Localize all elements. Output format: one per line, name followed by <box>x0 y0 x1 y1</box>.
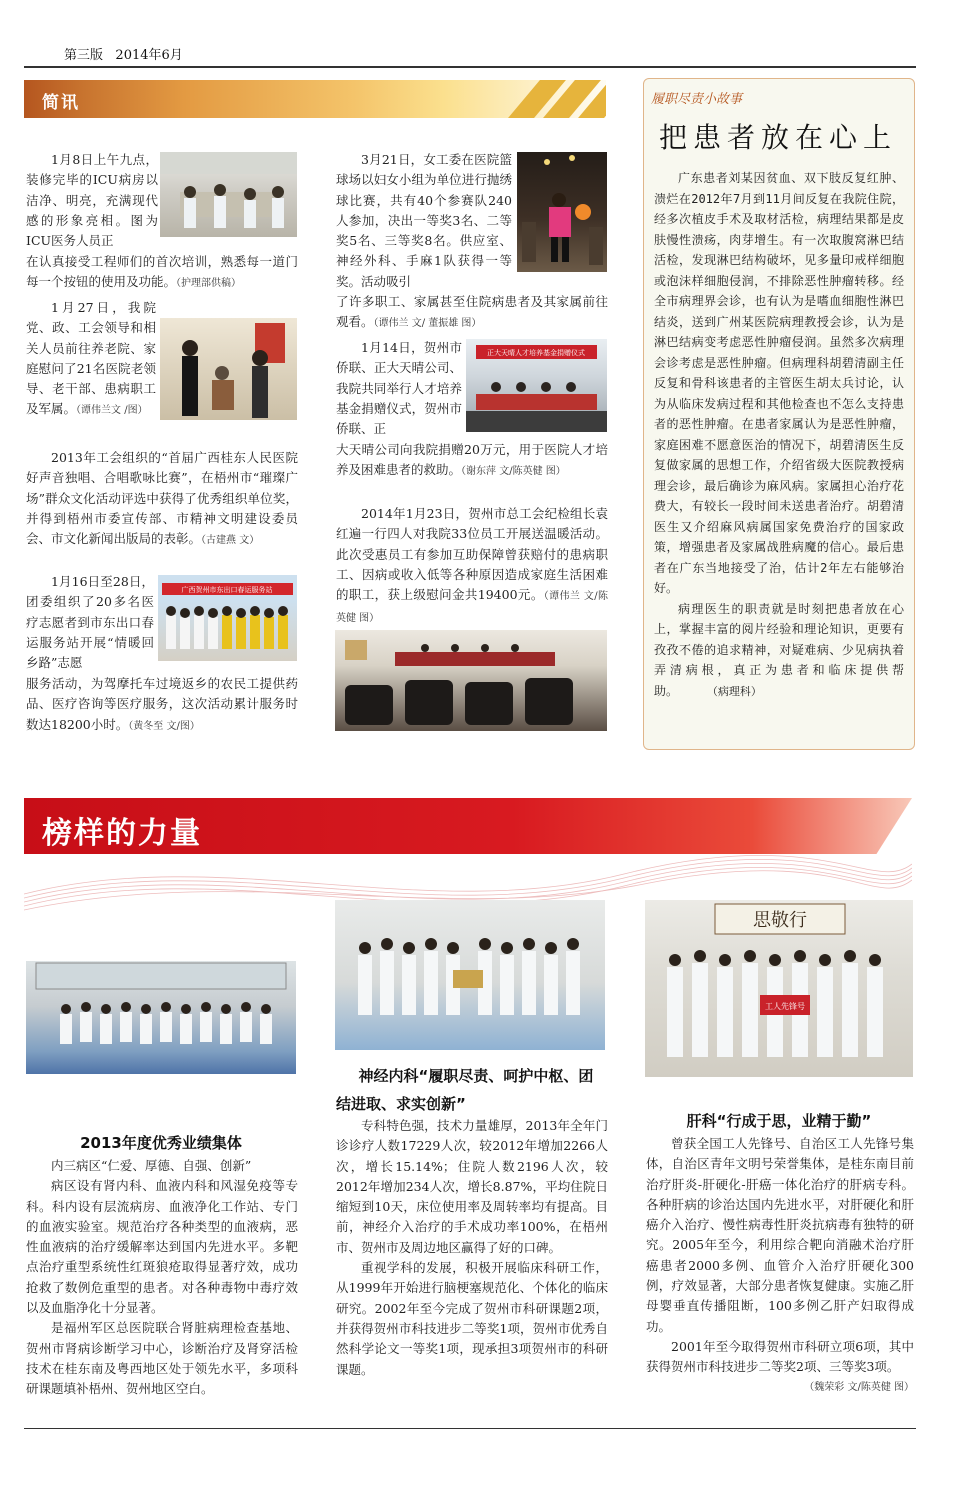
neurology-team-photo <box>335 900 605 1050</box>
col3-paragraph-1: 曾获全国工人先锋号、自治区工人先锋号集体，自治区青年文明号荣誉集体，是桂东南目前治疗肝炎-肝硬化-肝癌一体化治疗的肝病专科。各种肝病的诊治达国内先进水平，对肝硬化和肝癌介入治疗、慢性病毒性肝炎抗病毒有独特的研究。2005年至今，利用综合靶向消融术治疗肝癌患者2000多例、血管介入治疗肝硬化300例，疗效显著，大部分患者恢复健康。实施乙肝母婴垂直传播阻断，100多例乙肝产妇取得成功。 <box>646 1136 914 1334</box>
col3-paragraph-2: 2001年至今取得贺州市科研立项6项，其中获得贺州市科技进步二等奖2项、三等奖3项。 <box>646 1338 914 1375</box>
brief-text-donation-a: 1月14日，贺州市侨联、正大天晴公司、我院共同举行人才培养基金捐赠仪式，贺州市侨联、正 <box>336 340 462 437</box>
col1-paragraph-2: 是福州军区总医院联合肾脏病理检查基地、贺州市肾病诊断学习中心，诊断治疗及肾穿活检技术在桂东南及粤西地区处于领先水平，多项科研课题填补梧州、贺州地区空白。 <box>26 1320 298 1397</box>
col3-body <box>646 1134 914 1398</box>
donation-banner-text: 正大天晴人才培养基金捐赠仪式 <box>487 349 585 357</box>
brief-text-balltoss-a: 3月21日，女工委在医院篮球场以妇女小组为单位进行抛绣球比赛，共有40个参赛队240人参加，决出一等奖3名、二等奖5名、三等奖8名。供应室、神经外科、手麻1队获得一等奖。活动吸引 <box>336 152 512 289</box>
col1-body <box>26 1156 298 1400</box>
brief-section-title: 简讯 <box>42 93 80 113</box>
elderly-visit-photo <box>160 318 297 420</box>
model-section-title: 榜样的力量 <box>42 816 202 851</box>
col3-heading: 肝科“行成于思，业精于勤” <box>686 1112 872 1130</box>
icu-training-photo <box>160 152 297 237</box>
col2-paragraph-1: 专科特色强，技术力量雄厚，2013年全年门诊诊疗人数17229人次，较2012年增加2266人次，增长15.14%；住院人数2196人次，较2012年增加234人次，增长8.87%，平均住院日缩短到10天，床位使用率及周转率均有提高。目前，神经介入治疗的手术成功率100%，在梧州市、贺州市及周边地区赢得了好的口碑。 <box>336 1118 608 1255</box>
brief-text-singing: 2013年工会组织的“首届广西桂东人民医院好声音独唱、合唱歌咏比赛”，在梧州市“璀璨广场”群众文化活动评选中获得了优秀组织单位奖，并得到梧州市委宣传部、市精神文明建设委员会、市文化新闻出版局的表彰。（古建燕 文） <box>26 450 298 547</box>
nephrology-team-photo <box>26 961 296 1074</box>
issue-date: 2014年6月 <box>115 48 183 63</box>
brief-text-volunteer-a: 1月16日至28日，团委组织了20多名医疗志愿者到市东出口春运服务站开展“情暖回乡路”志愿 <box>26 574 154 671</box>
volunteer-photo <box>158 575 297 661</box>
header-rule <box>24 66 916 68</box>
col2-paragraph-2: 重视学科的发展，积极开展临床科研工作，从1999年开始进行脑梗塞规范化、个体化的临床研究。2002年至今完成了贺州市科研课题2项，并获得贺州市科技进步二等奖1项，贺州市优秀自然科学论文一等奖1项，现承担3项贺州市的科研课题。 <box>336 1260 608 1377</box>
story-kicker: 履职尽责小故事 <box>651 92 743 107</box>
donation-photo <box>466 339 607 432</box>
brief-credit-icu: （护理部供稿） <box>176 278 242 290</box>
calligraphy-text: 思敬行 <box>753 910 807 931</box>
story-credit: （病理科） <box>706 684 762 698</box>
brief-credit-visit: （谭伟兰文 /图） <box>76 405 148 417</box>
brief-credit-warmth: （谭伟兰 文/陈英健 图） <box>336 591 608 625</box>
meeting-photo <box>335 630 607 731</box>
brief-text-icu-b: 在认真接受工程师们的首次培训，熟悉每一道门每一个按钮的使用及功能。（护理部供稿） <box>26 254 298 290</box>
story-paragraph-2: 病理医生的职责就是时刻把患者放在心上，掌握丰富的阅片经验和理论知识，更要有孜孜不倦的追求精神，对疑难病、少见病执着弄清病根，真正为患者和临床提供帮助。 <box>654 601 904 698</box>
brief-text-visit: 1月27日，我院党、政、工会领导和相关人员前往养老院、家庭慰问了21名医院老领导、老干部、患病职工及军属。（谭伟兰文 /图） <box>26 300 156 417</box>
brief-credit-donation: （谢东萍 文/陈英健 图） <box>461 466 566 478</box>
ball-toss-photo <box>517 152 607 272</box>
footer-rule <box>24 1428 916 1429</box>
hepatology-team-photo <box>645 900 913 1077</box>
page-header <box>64 44 183 63</box>
brief-text-volunteer-b: 服务活动，为驾摩托车过境返乡的农民工提供药品、医疗咨询等医疗服务，这次活动累计服务时数达18200小时。（黄冬至 文/图） <box>26 676 298 732</box>
col2-heading: 神经内科“履职尽责、呵护中枢、团结进取、求实创新” <box>336 1067 594 1113</box>
col1-subheading: 内三病区“仁爱、厚德、自强、创新” <box>51 1158 252 1173</box>
brief-section-bar <box>24 80 606 118</box>
col1-paragraph-1: 病区设有肾内科、血液内科和风湿免疫等专科。科内设有层流病房、血液净化工作站、专门的血液实验室。规范治疗各种类型的血液病，恶性血液病的治疗缓解率达到国内先进水平。多靶点治疗重型系统性红斑狼疮取得显著疗效，成功抢救了数例危重型的患者。对各种毒物中毒疗效以及血脂净化十分显著。 <box>26 1178 298 1316</box>
story-body <box>654 168 904 702</box>
brief-text-donation-b: 大天晴公司向我院捐赠20万元，用于医院人才培养及困难患者的救助。（谢东萍 文/陈英健 图） <box>336 442 608 478</box>
col2-body <box>336 1116 608 1380</box>
brief-credit-volunteer: （黄冬至 文/图） <box>128 720 200 732</box>
brief-text-icu-a: 1月8日上午九点，装修完毕的ICU病房以洁净、明亮，充满现代感的形象亮相。图为ICU医务人员正 <box>26 152 158 249</box>
brief-credit-balltoss: （谭伟兰 文/ 董振雄 图） <box>373 318 482 330</box>
brief-text-warmth: 2014年1月23日，贺州市总工会纪检组长袁红遍一行四人对我院33位员工开展送温暖活动。此次受惠员工有参加互助保障曾获赔付的患病职工、因病或收入低等各种原因造成家庭生活困难的职工，获上级慰问金共19400元。（谭伟兰 文/陈英健 图） <box>336 506 608 625</box>
brief-text-balltoss-b: 了许多职工、家属甚至住院病患者及其家属前往观看。（谭伟兰 文/ 董振雄 图） <box>336 294 608 330</box>
col1-heading: 2013年度优秀业绩集体 <box>80 1134 242 1152</box>
pioneer-banner-text: 工人先锋号 <box>765 1002 805 1011</box>
brief-credit-singing: （古建燕 文） <box>201 535 260 547</box>
story-paragraph-1: 广东患者刘某因贫血、双下肢反复红肿、溃烂在2012年7月到11月间反复在我院住院，经多次植皮手术及取材活检，病理结果都是皮肤慢性溃疡，肉芽增生。有一次取腹窝淋巴结活检，发现淋巴结构破坏，见多量印戒样细胞或泡沫样细胞侵润，不排除恶性肿瘤转移。经全市病理界会诊，也有认为是嗜血细胞性淋巴结炎，送到广州某医院病理教授会诊，认为是淋巴结病变考虑恶性肿瘤侵润。虽然多次病理会诊考虑是恶性肿瘤。但病理科胡碧清副主任反复和骨科该患者的主管医生胡太兵讨论，认为从临床发病过程和其他检查也不怎么支持患者的恶性肿瘤。在患者家属认为是恶性肿瘤，家庭困难不愿意医治的情况下，胡碧清医生反复做家属的思想工作，介绍省级大医院教授病理会诊，最后确诊为麻风病。家属担心治疗花费大，有较长一段时间未送患者治疗。胡碧清医生又介绍麻风病属国家免费治疗的国家政策，增强患者及家属战胜病魔的信心。最后患者在广东当地接受了治，估计2年左右能够治好。 <box>654 171 904 595</box>
volunteer-banner-text: 广西贺州市东出口春运服务站 <box>181 586 273 594</box>
edition-label: 第三版 <box>64 48 104 63</box>
col3-credit: （魏荣彩 文/陈英健 图） <box>804 1381 914 1393</box>
story-title: 把患者放在心上 <box>658 121 897 154</box>
